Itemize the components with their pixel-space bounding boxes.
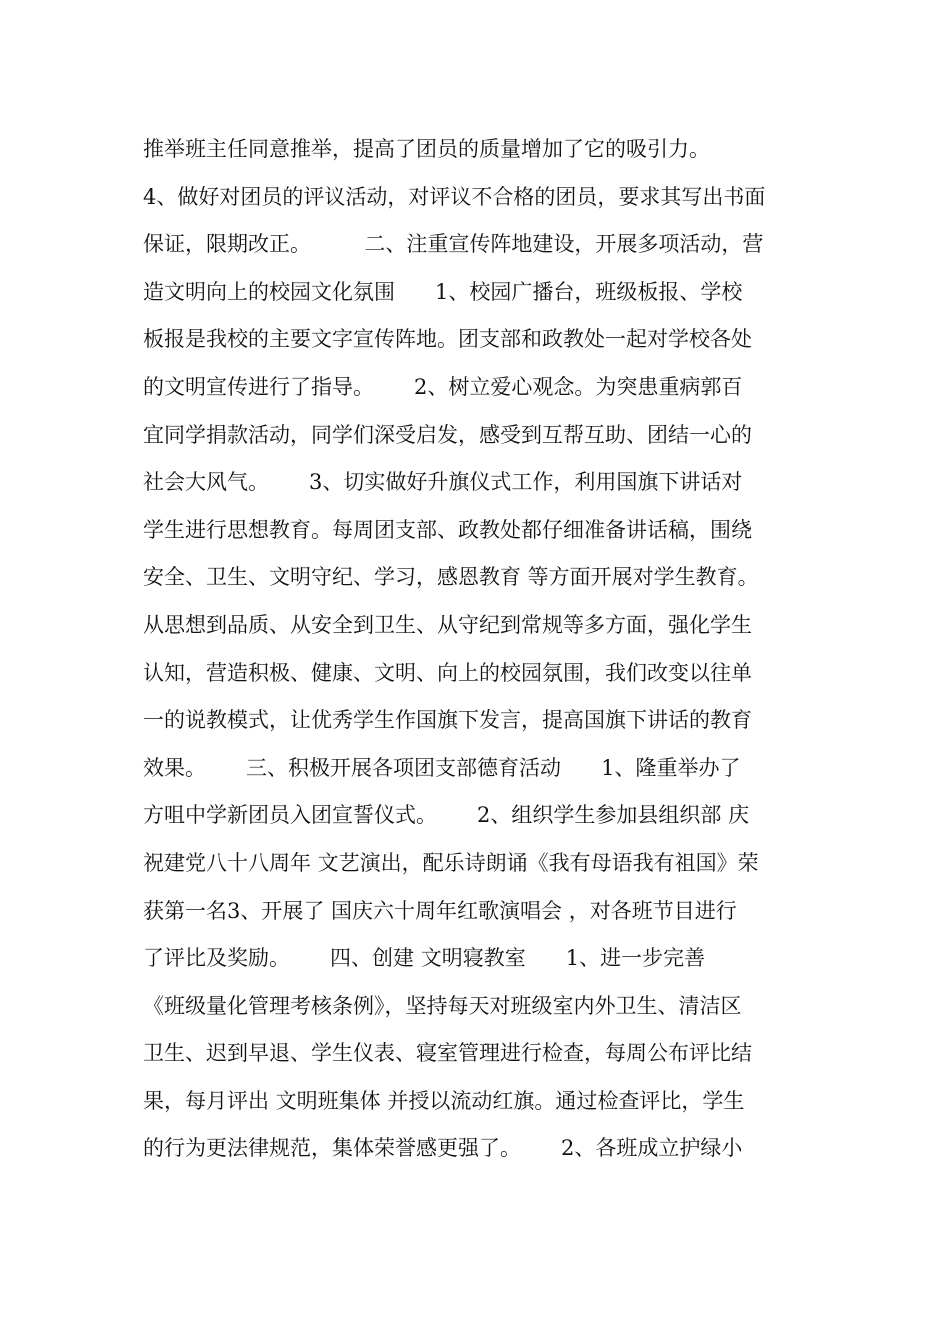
text-line: 祝建党八十八周年 文艺演出，配乐诗朗诵《我有母语我有祖国》荣 (143, 850, 759, 875)
text-line: 的文明宣传进行了指导。 2、树立爱心观念。为突患重病郭百 (143, 374, 743, 399)
text-line: 学生进行思想教育。每周团支部、政教处都仔细准备讲话稿，围绕 (143, 517, 752, 542)
text-line: 安全、卫生、文明守纪、学习，感恩教育 等方面开展对学生教育。 (143, 565, 759, 590)
text-line: 的行为更法律规范，集体荣誉感更强了。 2、各班成立护绿小 (143, 1136, 743, 1161)
text-line: 方咀中学新团员入团宣誓仪式。 2、组织学生参加县组织部 庆 (143, 803, 750, 828)
text-line: 宜同学捐款活动，同学们深受启发，感受到互帮互助、团结一心的 (143, 422, 752, 447)
text-line: 一的说教模式，让优秀学生作国旗下发言，提高国旗下讲话的教育 (143, 708, 752, 733)
text-line: 推举班主任同意推举，提高了团员的质量增加了它的吸引力。 (143, 137, 710, 161)
text-line: 认知，营造积极、健康、文明、向上的校园氛围，我们改变以往单 (143, 660, 752, 685)
text-line: 获第一名3、开展了 国庆六十周年红歌演唱会 ，对各班节目进行 (143, 898, 737, 923)
text-line: 效果。 三、积极开展各项团支部德育活动 1、隆重举办了 (143, 755, 741, 780)
text-line: 4、做好对团员的评议活动，对评议不合格的团员，要求其写出书面 (143, 184, 766, 209)
text-line: 从思想到品质、从安全到卫生、从守纪到常规等多方面，强化学生 (143, 612, 752, 637)
text-line: 果，每月评出 文明班集体 并授以流动红旗。通过检查评比，学生 (143, 1088, 745, 1113)
text-line: 《班级量化管理考核条例》，坚持每天对班级室内外卫生、清洁区 (143, 993, 742, 1018)
text-line: 板报是我校的主要文字宣传阵地。团支部和政教处一起对学校各处 (143, 327, 752, 352)
text-line: 卫生、迟到早退、学生仪表、寝室管理进行检查，每周公布评比结 (143, 1041, 752, 1066)
document-body (143, 126, 813, 1173)
text-line: 了评比及奖励。 四、创建 文明寝教室 1、进一步完善 (143, 946, 706, 971)
text-line: 社会大风气。 3、切实做好升旗仪式工作，利用国旗下讲话对 (143, 470, 743, 495)
text-line: 保证，限期改正。 二、注重宣传阵地建设，开展多项活动，营 (143, 232, 764, 257)
text-line: 造文明向上的校园文化氛围 1、校园广播台，班级板报、学校 (143, 279, 743, 304)
